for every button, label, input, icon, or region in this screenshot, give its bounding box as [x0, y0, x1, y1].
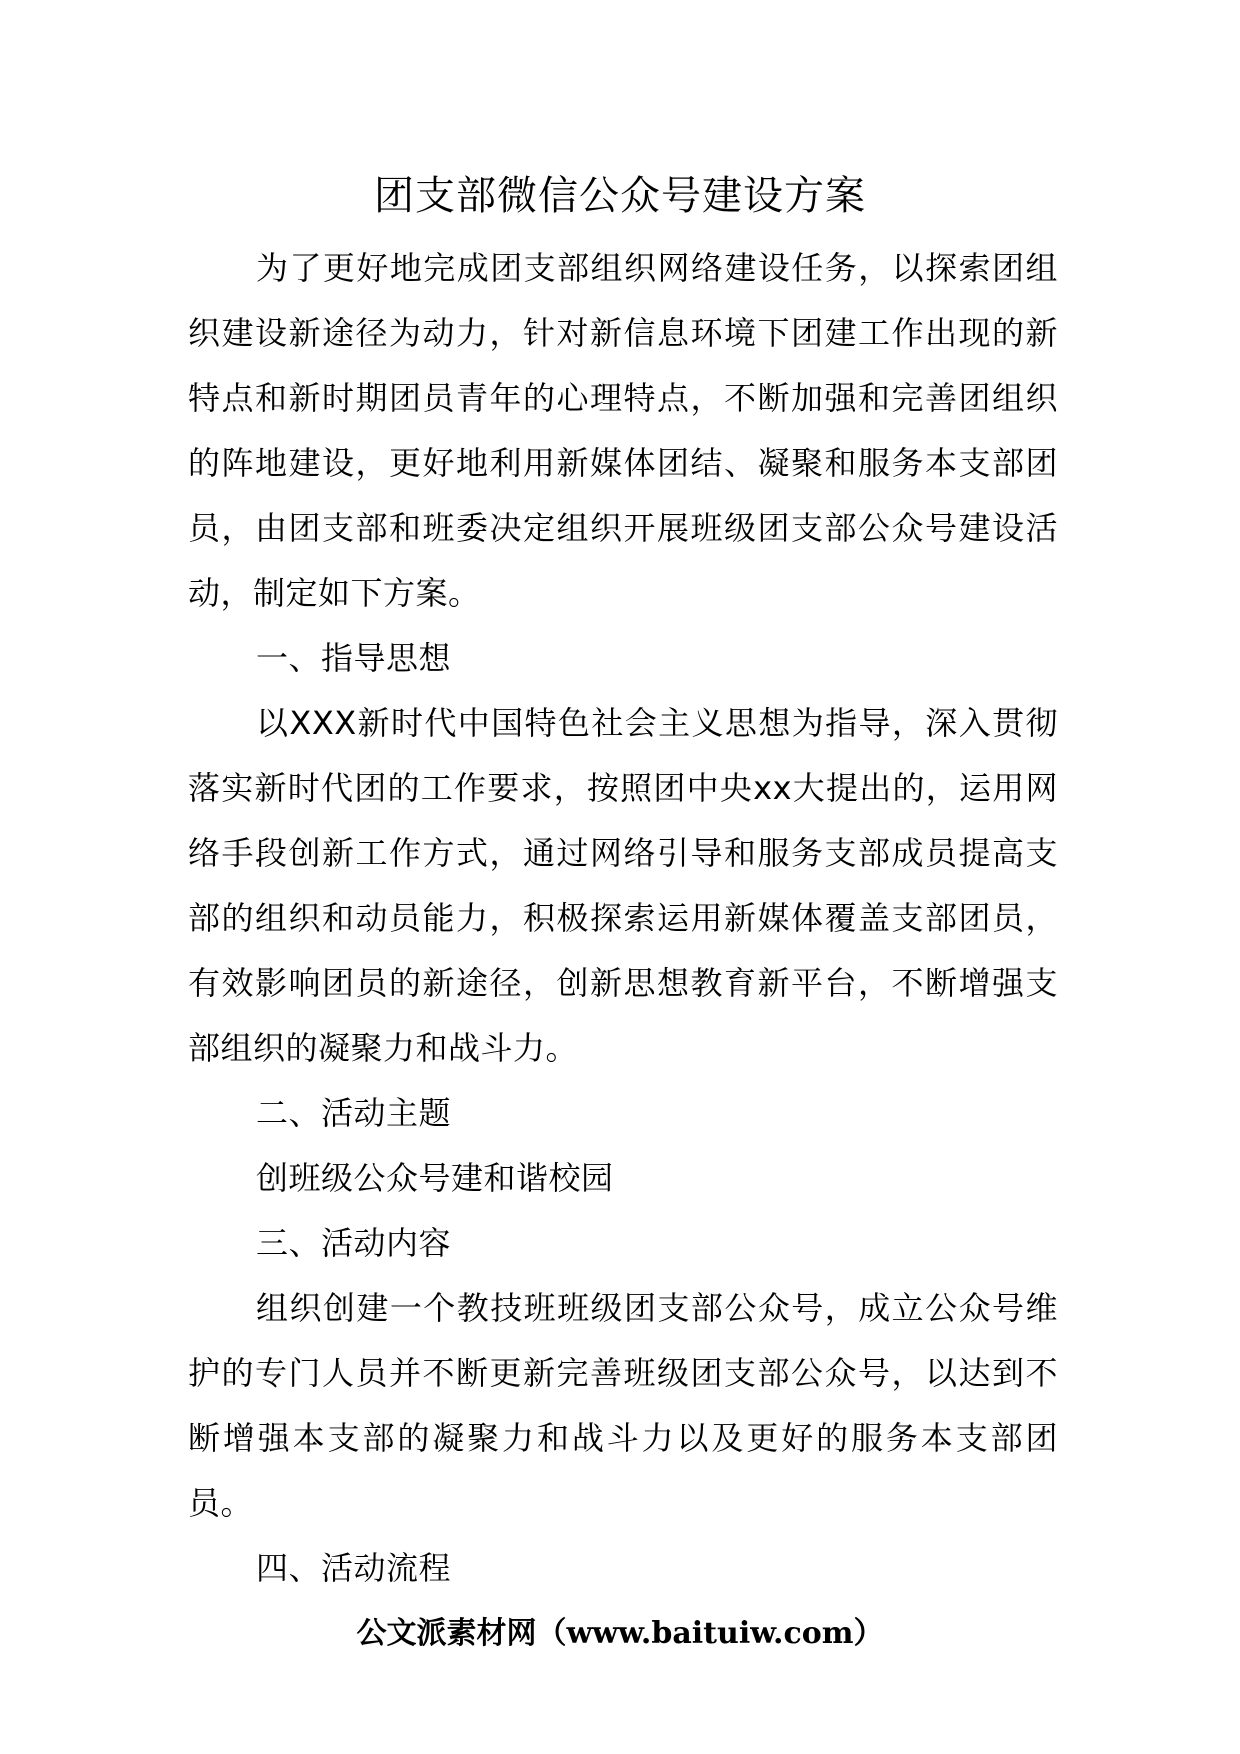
section-heading-activity-process: 四、活动流程	[256, 1549, 452, 1587]
footer-watermark: 公文派素材网（www.baituiw.com）	[356, 1616, 884, 1651]
section-heading-guiding-ideology: 一、指导思想	[256, 639, 452, 677]
guiding-ideology-paragraph: 以XXX新时代中国特色社会主义思想为指导，深入贯彻落实新时代团的工作要求，按照团中央xx大提出的，运用网络手段创新工作方式，通过网络引导和服务支部成员提高支部的组织和动员能力，积极探索运用新媒体覆盖支部团员，有效影响团员的新途径，创新思想教育新平台，不断增强支部组织的凝聚力和战斗力。	[188, 704, 1058, 1067]
intro-paragraph: 为了更好地完成团支部组织网络建设任务，以探索团组织建设新途径为动力，针对新信息环境下团建工作出现的新特点和新时期团员青年的心理特点，不断加强和完善团组织的阵地建设，更好地利用新媒体团结、凝聚和服务本支部团员，由团支部和班委决定组织开展班级团支部公众号建设活动，制定如下方案。	[188, 249, 1058, 612]
section-heading-activity-theme: 二、活动主题	[256, 1094, 452, 1132]
document-body	[188, 236, 1058, 1601]
activity-content-paragraph: 组织创建一个教技班班级团支部公众号，成立公众号维护的专门人员并不断更新完善班级团支部公众号，以达到不断增强本支部的凝聚力和战斗力以及更好的服务本支部团员。	[188, 1289, 1058, 1522]
activity-theme-paragraph: 创班级公众号建和谐校园	[256, 1159, 614, 1197]
document-title: 团支部微信公众号建设方案	[374, 173, 866, 219]
section-heading-activity-content: 三、活动内容	[256, 1224, 452, 1262]
